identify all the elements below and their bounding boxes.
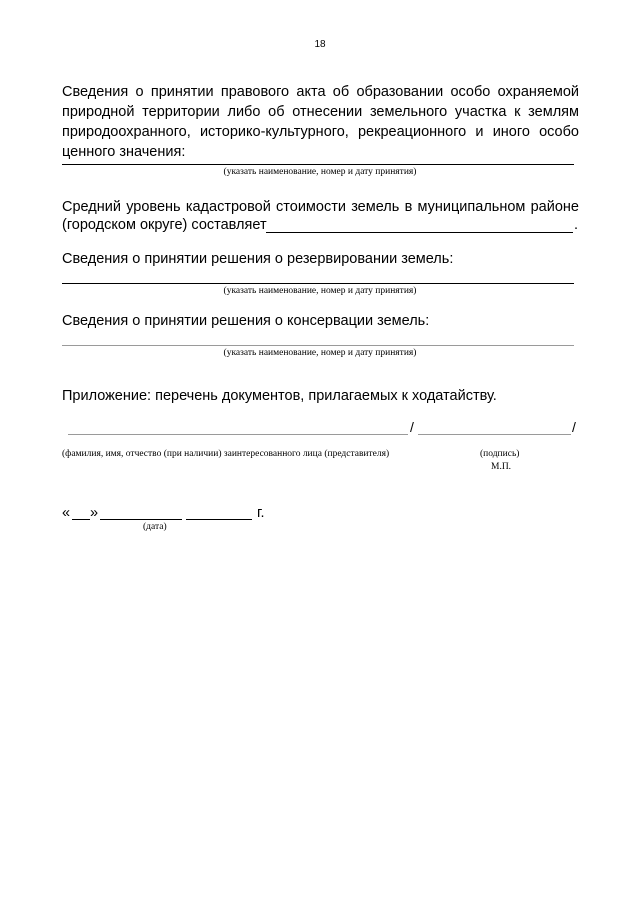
protected-area-line-2: природной территории либо об отнесении земельного участка к землям (62, 104, 579, 120)
cadastral-line-1: Средний уровень кадастровой стоимости земель в муниципальном районе (62, 199, 579, 215)
date-open-quote: « (62, 505, 71, 521)
protected-area-line-1: Сведения о принятии правового акта об образовании особо охраняемой (62, 84, 579, 100)
conservation-caption: (указать наименование, номер и дату принятия) (223, 348, 417, 358)
signature-slash-right: / (572, 419, 576, 435)
date-close-quote: » (90, 505, 99, 521)
date-year-suffix: г. (257, 505, 265, 521)
date-month-fill-line[interactable] (100, 519, 182, 520)
stamp-mark: М.П. (491, 462, 512, 472)
protected-area-fill-line[interactable] (62, 164, 574, 165)
attachment-text: Приложение: перечень документов, прилагаемых к ходатайству. (62, 388, 497, 404)
cadastral-paragraph (62, 197, 579, 217)
protected-area-paragraph (62, 82, 579, 162)
cadastral-value-fill-line[interactable] (266, 232, 573, 233)
signature-fill-line[interactable] (418, 434, 571, 435)
page-number: 18 (314, 39, 326, 50)
name-fill-line[interactable] (68, 434, 408, 435)
protected-area-caption: (указать наименование, номер и дату принятия) (223, 167, 417, 177)
cadastral-end-mark: . (574, 217, 579, 233)
reservation-fill-line[interactable] (62, 283, 574, 284)
reservation-label: Сведения о принятии решения о резервировании земель: (62, 251, 454, 267)
reservation-caption: (указать наименование, номер и дату принятия) (223, 286, 417, 296)
conservation-fill-line[interactable] (62, 345, 574, 346)
cadastral-line-2: (городском округе) составляет (62, 217, 267, 233)
protected-area-line-4: ценного значения: (62, 144, 186, 160)
signature-caption: (подпись) (480, 449, 520, 459)
conservation-label: Сведения о принятии решения о консервации земель: (62, 313, 430, 329)
date-caption: (дата) (143, 522, 167, 532)
date-day-fill-line[interactable] (72, 519, 90, 520)
date-year-fill-line[interactable] (186, 519, 252, 520)
name-caption: (фамилия, имя, отчество (при наличии) заинтересованного лица (представителя) (62, 449, 390, 459)
signature-slash-left: / (410, 419, 414, 435)
protected-area-line-3: природоохранного, историко-культурного, рекреационного и иного особо (62, 124, 579, 140)
